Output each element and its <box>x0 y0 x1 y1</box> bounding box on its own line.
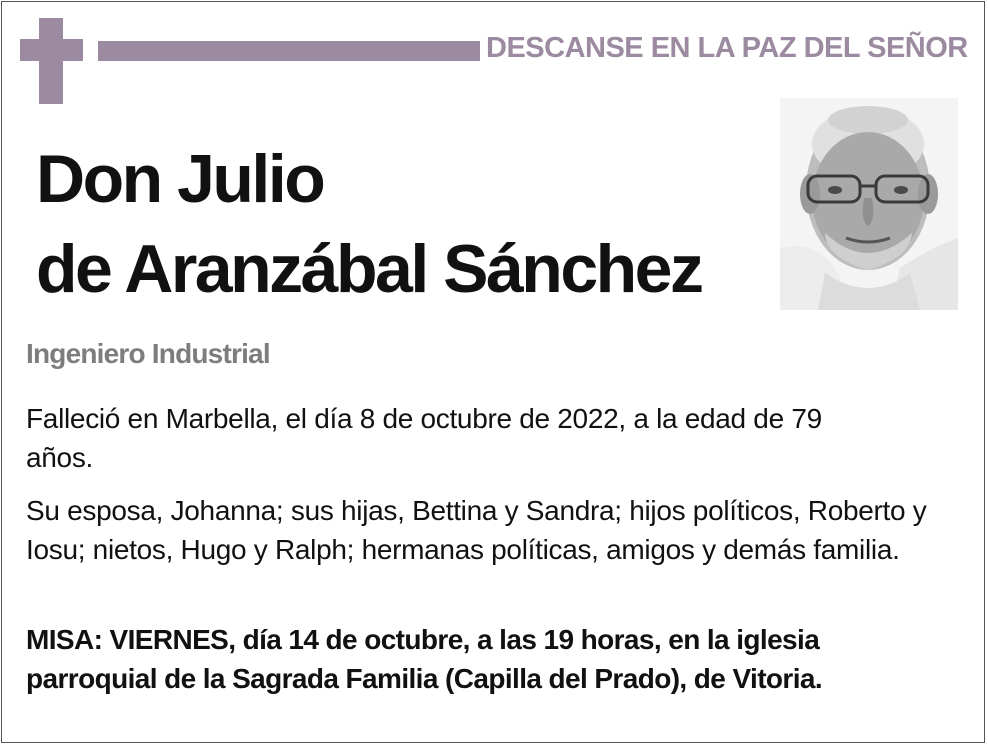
cross-horizontal-bar <box>20 39 83 61</box>
deceased-name <box>36 134 702 314</box>
family-text: Su esposa, Johanna; sus hijas, Bettina y Sandra; hijos políticos, Roberto y Iosu; nietos, Hugo y Ralph; hermanas políticas, amigos y demás familia. <box>26 495 927 565</box>
header-rule <box>98 41 480 61</box>
name-line-1: Don Julio <box>36 141 324 217</box>
mass-info-text: MISA: VIERNES, día 14 de octubre, a las 19 horas, en la iglesia parroquial de la Sagrada Familia (Capilla del Prado), de Vitoria. <box>26 624 823 694</box>
cross-vertical-bar <box>39 18 63 104</box>
death-notice-text: Falleció en Marbella, el día 8 de octubre de 2022, a la edad de 79 años. <box>26 403 822 473</box>
portrait-photo <box>780 98 958 310</box>
obituary-card <box>1 1 985 743</box>
name-line-2: de Aranzábal Sánchez <box>36 231 702 307</box>
profession: Ingeniero Industrial <box>26 338 270 369</box>
header-banner-text: DESCANSE EN LA PAZ DEL SEÑOR <box>486 32 968 64</box>
